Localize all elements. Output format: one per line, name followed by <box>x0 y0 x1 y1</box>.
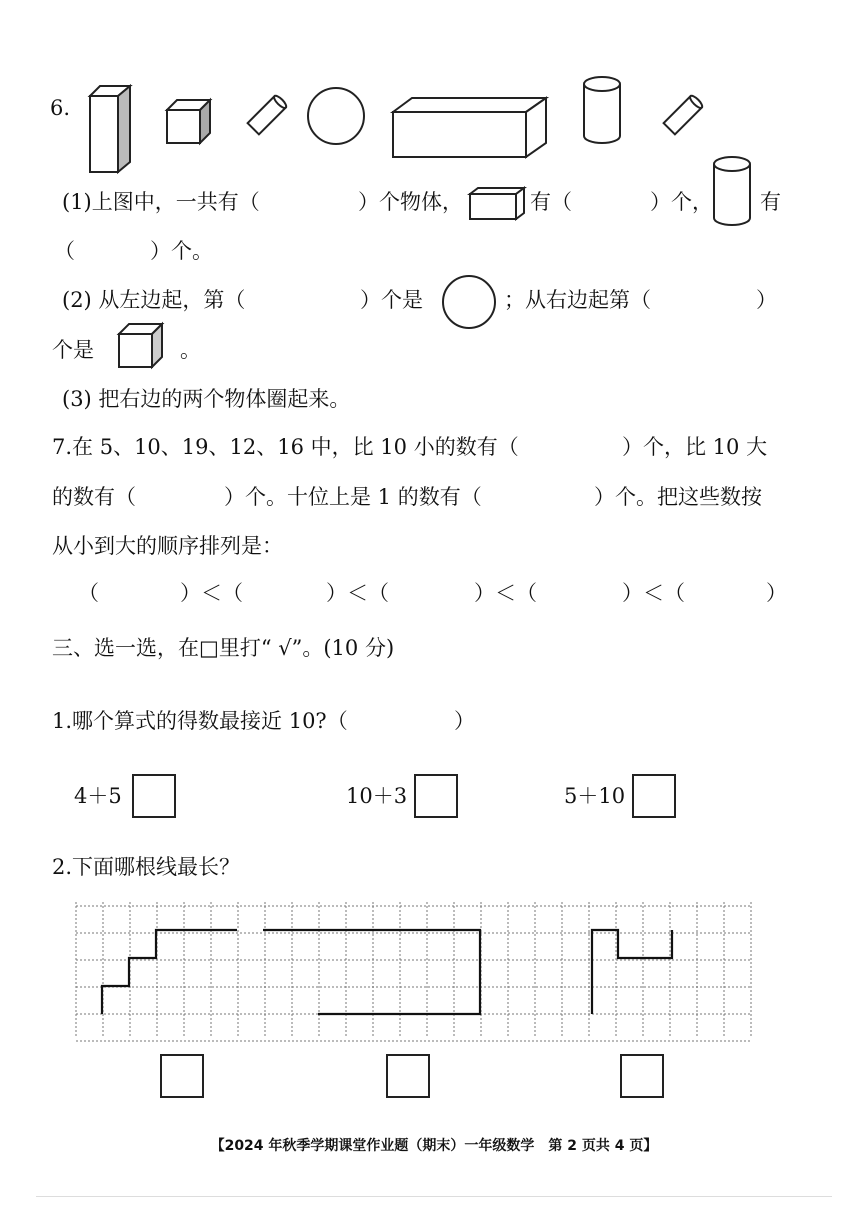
q6-p2-d: ） <box>756 288 777 312</box>
s3-q1-close: ） <box>454 709 475 733</box>
cube-icon <box>116 322 166 372</box>
s3-q2-text: 2.下面哪根线最长？ <box>52 855 241 879</box>
line-a <box>102 930 237 1014</box>
q7-order-3: ）＜（ <box>474 581 537 605</box>
q6-p1-a: (1)上图中，一共有（ <box>62 190 260 214</box>
q6-p2-c: ；从右边起第（ <box>504 288 651 312</box>
line-grid <box>76 902 760 1042</box>
q7-line1a: 7.在 5、10、19、12、16 中，比 10 小的数有（ <box>52 435 519 459</box>
q7-order-0: （ <box>78 581 99 605</box>
q6-number: 6. <box>50 96 71 120</box>
cylinder-icon <box>710 152 754 230</box>
q6-p1-e: 有 <box>760 190 781 214</box>
q6-p1-f: （ <box>54 239 75 263</box>
small-cylinder-shape <box>246 92 286 140</box>
sphere-icon <box>436 274 502 330</box>
q6-p1-c: 有（ <box>530 190 572 214</box>
q6-p2-b: ）个是 <box>360 288 423 312</box>
q7-order-4: ）＜（ <box>622 581 685 605</box>
line-c <box>592 930 672 1014</box>
q6-p2-f: 。 <box>180 338 201 362</box>
cube-shape <box>164 98 214 148</box>
q7-line2b: ）个。十位上是 1 的数有（ <box>224 485 482 509</box>
q6-p1-d: ）个， <box>650 190 713 214</box>
long-cuboid-shape <box>390 96 550 160</box>
option-checkbox-3[interactable] <box>632 774 676 818</box>
option-checkbox-1[interactable] <box>132 774 176 818</box>
small-cuboid-icon <box>468 186 528 222</box>
bottom-divider <box>36 1196 832 1197</box>
q7-order-2: ）＜（ <box>326 581 389 605</box>
option-label-1: 4＋5 <box>74 784 122 808</box>
q6-p1-g: ）个。 <box>150 239 213 263</box>
q7-line1b: ）个，比 10 大 <box>622 435 768 459</box>
s3-q1-text: 1.哪个算式的得数最接近 10?（ <box>52 709 348 733</box>
small-cylinder-shape-2 <box>662 92 702 140</box>
option-label-2: 10＋3 <box>346 784 408 808</box>
answer-box-line-b[interactable] <box>386 1054 430 1098</box>
q7-order-1: ）＜（ <box>180 581 243 605</box>
line-b <box>263 930 480 1014</box>
option-checkbox-2[interactable] <box>414 774 458 818</box>
answer-box-line-c[interactable] <box>620 1054 664 1098</box>
q7-line3: 从小到大的顺序排列是： <box>52 534 283 558</box>
q7-order-5: ） <box>766 581 787 605</box>
q6-p3: (3) 把右边的两个物体圈起来。 <box>62 387 351 411</box>
q6-p1-b: ）个物体， <box>358 190 463 214</box>
q7-line2a: 的数有（ <box>52 485 136 509</box>
option-label-3: 5＋10 <box>564 784 626 808</box>
q6-p2-a: (2) 从左边起，第（ <box>62 288 246 312</box>
page-footer: 【2024 年秋季学期课堂作业题（期末）一年级数学 第 2 页共 4 页】 <box>210 1138 658 1154</box>
tall-cuboid-shape <box>86 84 136 176</box>
answer-box-line-a[interactable] <box>160 1054 204 1098</box>
section3-title: 三、选一选，在□里打“ √”。(10 分) <box>52 636 395 660</box>
sphere-shape <box>304 86 368 146</box>
q6-p2-e: 个是 <box>52 338 94 362</box>
q7-line2c: ）个。把这些数按 <box>594 485 762 509</box>
cylinder-shape <box>580 74 624 146</box>
